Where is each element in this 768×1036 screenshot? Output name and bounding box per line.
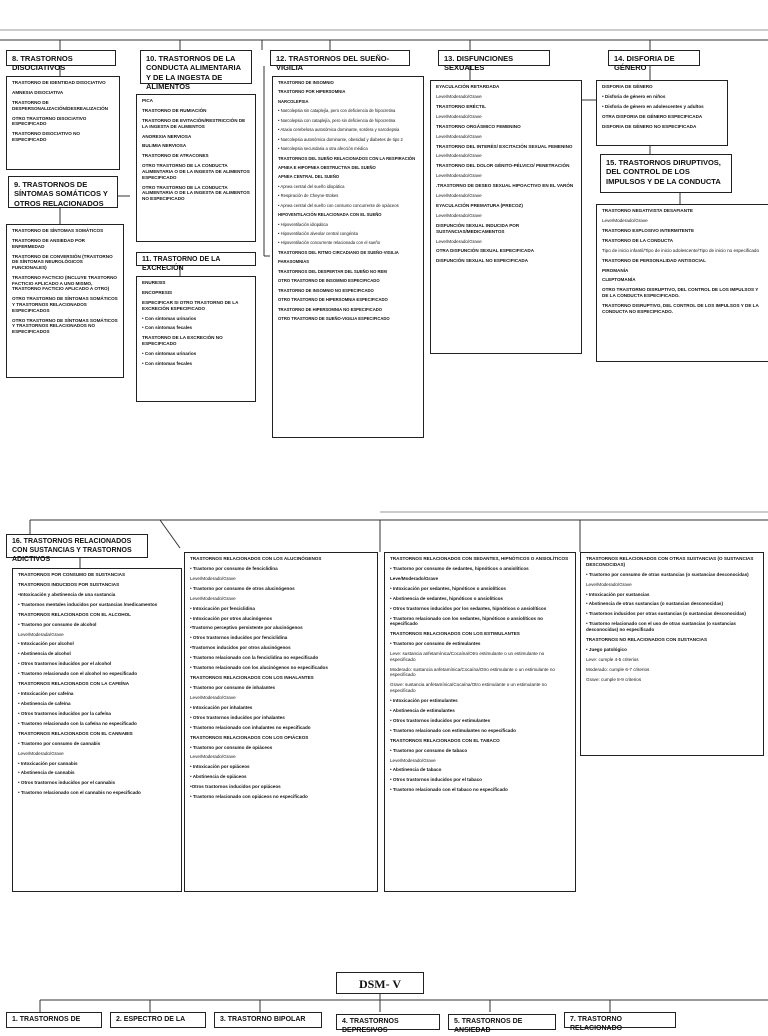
list-item: TRASTORNO DE INSOMNIO NO ESPECIFICADO	[278, 287, 374, 293]
list-item: APNEA E HIPOPNEA OBSTRUCTIVA DEL SUEÑO	[278, 164, 376, 170]
list-item: • Trastorno por consumo de inhalantes	[190, 684, 276, 690]
list-item: Grave: cumple 8-9 criterios	[586, 676, 642, 682]
list-item: • Trastornos inducidos por otras sustancias (o sustancias desconocidas)	[586, 611, 746, 617]
list-item: • Trastorno por consumo de fenciclidina	[190, 565, 278, 571]
list-item: DISFORIA DE GÉNERO NO ESPECIFICADA	[602, 123, 697, 129]
list-item: • Disforia de género en adolescentes y adultos	[602, 103, 704, 109]
list-item: • Trastorno relacionado con la fenciclidina no especificado	[190, 655, 319, 661]
list-item: TRASTORNO DE CONVERSIÓN (TRASTORNO DE SÍNTOMAS NEUROLÓGICOS FUNCIONALES)	[12, 253, 113, 271]
list-item: • Trastorno por consumo de opiáceos	[190, 744, 273, 750]
list-item: Leve/Moderado/Grave	[436, 173, 482, 179]
list-item: • Abstinencia de tabaco	[390, 767, 442, 773]
list-item: Leve/Moderado/Grave	[190, 595, 236, 601]
list-item: • Trastorno relacionado con el tabaco no especificado	[390, 787, 508, 793]
list-item: TRASTORNO DEL DOLOR GÉNITO-PÉLVICO/ PENETRACIÓN	[436, 163, 570, 169]
list-item: • Otros trastornos inducidos por estimulantes	[390, 717, 491, 723]
section-9-header[interactable]: 9. TRASTORNOS DE SÍNTOMAS SOMÁTICOS Y OTROS RELACIONADOS	[8, 176, 118, 208]
list-item: • Juego patológico	[586, 646, 627, 652]
list-item: CLEPTOMANÍA	[602, 277, 636, 283]
list-item: • Abstinencia de otras sustancias (o sustancias desconocidas)	[586, 601, 723, 607]
section-9-list	[6, 224, 124, 378]
list-item: • Trastorno relacionado con los alucinógenos no especificados	[190, 665, 328, 671]
section-7-header[interactable]: 7. TRASTORNO RELACIONADO	[564, 1012, 676, 1028]
list-item: • Abstinencia de opiáceos	[190, 774, 247, 780]
list-item: • Otros trastornos inducidos por los sedantes, hipnóticos o ansiolíticos	[390, 605, 547, 611]
list-item: • Intoxicación por sustancias	[586, 591, 650, 597]
list-item: • Intoxicación por alcohol	[18, 641, 74, 647]
list-item: TRASTORNO DE SÍNTOMAS SOMÁTICOS	[12, 228, 104, 233]
list-item: • Narcolepsia secundaria a otra afección médica	[278, 146, 368, 152]
list-item: OTRO TRASTORNO DISRUPTIVO, DEL CONTROL DE LOS IMPULSOS Y DE LA CONDUCTA ESPECIFICADO.	[602, 287, 759, 299]
section-8-header[interactable]: 8. TRASTORNOS DISOCIATIVOS	[6, 50, 116, 66]
list-item: BULIMIA NERVIOSA	[142, 143, 187, 149]
list-item: Leve/Moderado/Grave	[190, 575, 236, 581]
list-item: PICA	[142, 98, 153, 103]
list-item: TRASTORNOS RELACIONADOS CON SEDANTES, HIPNÓTICOS O ANSIOLÍTICOS	[390, 556, 569, 561]
list-item: • Intoxicación por opiáceos	[190, 764, 250, 770]
list-item: OTRA DISFUNCIÓN SEXUAL ESPECIFICADA	[436, 248, 535, 254]
list-item: •Trastorno perceptivo persistente por alucinógenos	[190, 625, 303, 631]
list-item: PARASOMNIAS	[278, 259, 310, 265]
section-13-list	[430, 80, 582, 354]
list-item: Grave: sustancia anfetamínica/Cocaína/Otro estimulante o un estimulante no especificado	[390, 682, 547, 694]
list-item: • Trastorno relacionado con los sedantes, hipnóticos o ansiolíticos no especificado	[390, 615, 543, 627]
list-item: TRASTORNO DE LA CONDUCTA	[602, 237, 674, 243]
list-item: OTRO TRASTORNO DE INSOMNIO ESPECIFICADO	[278, 278, 380, 284]
list-item: • Trastorno por consumo de otros alucinógenos	[190, 585, 295, 591]
list-item: TRASTORNOS RELACIONADOS CON LOS ESTIMULANTES	[390, 631, 520, 637]
list-item: ENCOPRESIS	[142, 289, 173, 295]
list-item: TRASTORNOS NO RELACIONADOS CON SUSTANCIAS	[586, 636, 708, 642]
list-item: PIROMANÍA	[602, 267, 629, 273]
list-item: TRASTORNO DE ANSIEDAD POR ENFERMEDAD	[12, 237, 85, 249]
section-11-header[interactable]: 11. TRASTORNO DE LA EXCRECIÓN	[136, 252, 256, 266]
list-item: Leve/Moderado/Grave	[190, 694, 236, 700]
section-16-col4	[580, 552, 764, 756]
list-item: Leve/Moderado/Grave	[436, 193, 482, 199]
list-item: DISFORIA DE GÉNERO	[602, 84, 653, 89]
list-item: OTRO TRASTORNO DE LA CONDUCTA ALIMENTARIA O DE LA INGESTA DE ALIMENTOS ESPECIFICADO	[142, 163, 250, 180]
list-item: • Otros trastornos inducidos por el cannabis	[18, 780, 116, 786]
list-item: Leve/Moderado/Grave	[602, 217, 648, 223]
list-item: • Intoxicación por cafeína	[18, 691, 74, 697]
list-item: • Trastorno por consumo de otras sustancias (o sustancias desconocidas)	[586, 571, 749, 577]
list-item: • Narcolepsia autosómica dominante, obesidad y diabetes de tipo 2	[278, 136, 403, 142]
list-item: Tipo de inicio infantil/Tipo de inicio adolescente/Tipo de inicio no especificado	[602, 247, 760, 253]
list-item: • Abstinencia de sedantes, hipnóticos o ansiolíticos	[390, 595, 503, 601]
list-item: • Abstinencia de cannabis	[18, 770, 75, 776]
list-item: TRASTORNO DE RUMIACIÓN	[142, 107, 207, 113]
list-item: Leve/Moderado/Grave	[190, 754, 236, 760]
list-item: • Abstinencia de cafeína	[18, 700, 71, 706]
list-item: TRASTORNOS DEL DESPERTAR DEL SUEÑO NO REM	[278, 268, 387, 274]
list-item: TRASTORNO DE ATRACONES	[142, 153, 209, 159]
list-item: .TRASTORNO DE DESEO SEXUAL HIPOACTIVO EN EL VARÓN	[436, 183, 574, 189]
list-item: OTRO TRASTORNO DE HIPERSOMNIA ESPECIFICADO	[278, 297, 388, 303]
section-10-header[interactable]: 10. TRASTORNOS DE LA CONDUCTA ALIMENTARIA Y DE LA INGESTA DE ALIMENTOS	[140, 50, 252, 84]
list-item: TRASTORNOS DEL RITMO CIRCADIANO DE SUEÑO-VIGILIA	[278, 249, 399, 255]
list-item: • Intoxicación por sedantes, hipnóticos o ansiolíticos	[390, 585, 506, 591]
list-item: Leve/Moderado/Grave	[390, 757, 436, 763]
list-item: • Hipoventilación alveolar central congénita	[278, 231, 358, 236]
list-item: TRASTORNOS RELACIONADOS CON EL ALCOHOL	[18, 611, 131, 617]
list-item: Leve: cumple 4-5 criterios	[586, 656, 639, 662]
list-item: TRASTORNO DE DESPERSONALIZACIÓN/DESREALIZACIÓN	[12, 99, 108, 111]
section-3-header[interactable]: 3. TRASTORNO BIPOLAR	[214, 1012, 322, 1028]
list-item: TRASTORNO DISOCIATIVO NO ESPECIFICADO	[12, 131, 80, 142]
list-item: • Otros trastornos inducidos por fenciclidina	[190, 635, 288, 641]
section-4-header[interactable]: 4. TRASTORNOS DEPRESIVOS	[336, 1014, 440, 1030]
list-item: TRASTORNO DEL INTERÉS/ EXCITACIÓN SEXUAL FEMENINO	[436, 143, 573, 149]
list-item: Leve/Moderado/Grave	[390, 575, 438, 581]
root-title[interactable]: DSM- V	[336, 972, 424, 994]
list-item: ANOREXIA NERVIOSA	[142, 133, 192, 139]
list-item: • Con síntomas urinarios	[142, 315, 197, 321]
list-item: • Con síntomas fecales	[142, 360, 193, 366]
list-item: TRASTORNOS RELACIONADOS CON EL TABACO	[390, 737, 500, 743]
list-item: TRASTORNO FACTICIO (INCLUYE TRASTORNO FACTICIO APLICADO A UNO MISMO, TRASTORNO FACTICIO APLICADO A OTRO)	[12, 274, 117, 292]
list-item: TRASTORNO DE IDENTIDAD DISOCIATIVO	[12, 80, 106, 85]
list-item: OTRO TRASTORNO DE LA CONDUCTA ALIMENTARIA O DE LA INGESTA DE ALIMENTOS NO ESPECIFICADO	[142, 184, 250, 202]
section-16-col3	[384, 552, 576, 892]
list-item: EYACULACIÓN PREMATURA (PRECOZ)	[436, 203, 523, 209]
list-item: ESPECIFICAR SI OTRO TRASTORNO DE LA EXCRECIÓN ESPECIFICADO	[142, 299, 239, 311]
list-item: TRASTORNO NEGATIVISTA DESAFIANTE	[602, 208, 693, 213]
list-item: TRASTORNO DE LA EXCRECIÓN NO ESPECIFICADO	[142, 335, 223, 347]
list-item: • Ataxia cerebelosa autosómica dominante, sordera y narcolepsia	[278, 127, 400, 133]
list-item: • Con síntomas urinarios	[142, 351, 197, 356]
list-item: Moderado: sustancia anfetamínica/Cocaína/Otro estimulante o un estimulante no especificado	[390, 666, 555, 678]
list-item: • Intoxicación por inhalantes	[190, 704, 253, 710]
list-item: TRASTORNO DE EVITACIÓN/RESTRICCIÓN DE LA INGESTA DE ALIMENTOS	[142, 117, 246, 129]
list-item: TRASTORNO POR HIPERSOMNIA	[278, 89, 346, 95]
list-item: OTRO TRASTORNO DE SUEÑO-VIGILIA ESPECIFICADO	[278, 315, 390, 321]
list-item: Moderado: cumple 6-7 criterios	[586, 666, 650, 672]
list-item: • Trastorno relacionado con opiáceos no especificado	[190, 794, 308, 800]
list-item: • Intoxicación por otros alucinógenos	[190, 615, 273, 621]
list-item: • Trastorno por consumo de sedantes, hipnóticos o ansiolíticos	[390, 565, 529, 571]
list-item: Leve/Moderado/Grave	[436, 238, 482, 244]
list-item: TRASTORNOS RELACIONADOS CON LOS OPIÁCEOS	[190, 734, 309, 740]
list-item: Leve/Moderado/Grave	[436, 93, 482, 99]
list-item: Leve/Moderado/Grave	[18, 750, 64, 756]
list-item: Leve/Moderado/Grave	[436, 133, 482, 139]
list-item: • Con síntomas fecales	[142, 325, 193, 331]
list-item: DISFUNCIÓN SEXUAL NO ESPECIFICADA	[436, 258, 529, 264]
list-item: • Apnea central del sueño idiopática	[278, 183, 345, 189]
list-item: • Trastorno por consumo de estimulantes	[390, 641, 481, 647]
list-item: TRASTORNO DISRUPTIVO, DEL CONTROL DE LOS IMPULSOS Y DE LA CONDUCTA NO ESPECIFICADO.	[602, 303, 759, 314]
list-item: • Trastorno relacionado con el alcohol no especificado	[18, 671, 138, 677]
list-item: TRASTORNOS DEL SUEÑO RELACIONADOS CON LA RESPIRACIÓN	[278, 155, 416, 161]
list-item: • Trastornos mentales inducidos por sustancias /medicamentos	[18, 601, 158, 607]
list-item: TRASTORNO DE HIPERSOMNIA NO ESPECIFICADO	[278, 306, 382, 312]
list-item: • Respiración de Cheyne-Stokes	[278, 193, 339, 199]
section-16-col1	[12, 568, 182, 892]
list-item: • Intoxicación por estimulantes	[390, 698, 458, 703]
section-15-list	[596, 204, 768, 362]
list-item: • Narcolepsia sin cataplejía, pero con deficiencia de hipocretina	[278, 108, 396, 114]
list-item: TRASTORNO ORGÁSMICO FEMENINO	[436, 123, 521, 129]
list-item: Leve: sustancia anfetamínica/Cocaína/Otro estimulante o un estimulante no especificado	[390, 651, 545, 662]
list-item: •Intoxicación y abstinencia de una sustancia	[18, 591, 116, 597]
list-item: OTRO TRASTORNO DE SÍNTOMAS SOMÁTICOS Y TRASTORNOS RELACIONADOS NO ESPECIFICADOS	[12, 317, 118, 335]
list-item: APNEA CENTRAL DEL SUEÑO	[278, 174, 340, 180]
list-item: HIPOVENTILACIÓN RELACIONADA CON EL SUEÑO	[278, 212, 382, 218]
section-8-list	[6, 76, 120, 170]
list-item: TRASTORNOS RELACIONADOS CON OTRAS SUSTANCIAS (O SUSTANCIAS DESCONOCIDAS)	[586, 556, 754, 567]
list-item: AMNESIA DISOCIATIVA	[12, 89, 64, 95]
section-2-header[interactable]: 2. ESPECTRO DE LA	[110, 1012, 206, 1028]
list-item: ENURESIS	[142, 280, 166, 285]
list-item: Leve/Moderado/Grave	[436, 153, 482, 159]
list-item: • Trastorno relacionado con el uso de otras sustancias (o sustancias desconocidas) no especificado	[586, 621, 736, 632]
list-item: • Trastorno relacionado con estimulantes no especificado	[390, 727, 516, 733]
list-item: • Abstinencia de estimulantes	[390, 707, 455, 713]
list-item: TRASTORNO DE PERSONALIDAD ANTISOCIAL	[602, 257, 706, 263]
list-item: TRASTORNOS POR CONSUMO DE SUSTANCIAS	[18, 572, 126, 577]
list-item: Leve/Moderado/Grave	[436, 113, 482, 119]
list-item: • Intoxicación por fenciclidina	[190, 605, 255, 611]
list-item: • Hipoventilación idiopática	[278, 221, 328, 227]
list-item: DISFUNCIÓN SEXUAL INDUCIDA POR SUSTANCIAS/MEDICAMENTOS	[436, 222, 520, 234]
list-item: • Trastorno por consumo de cannabis	[18, 740, 101, 746]
list-item: TRASTORNO EXPLOSIVO INTERMITENTE	[602, 227, 695, 233]
section-12-header[interactable]: 12. TRASTORNOS DEL SUEÑO-VIGILIA	[270, 50, 410, 66]
section-14-header[interactable]: 14. DISFORIA DE GÉNERO	[608, 50, 700, 66]
list-item: •Otros trastornos inducidos por opiáceos	[190, 784, 281, 790]
list-item: TRASTORNOS INDUCIDOS POR SUSTANCIAS	[18, 581, 120, 587]
list-item: EYACULACIÓN RETARDADA	[436, 84, 500, 89]
list-item: • Trastorno relacionado con inhalantes no especificado	[190, 724, 311, 730]
list-item: OTRO TRASTORNO DISOCIATIVO ESPECIFICADO	[12, 115, 87, 127]
list-item: • Trastorno relacionado con la cafeína no especificado	[18, 720, 137, 726]
section-13-header[interactable]: 13. DISFUNCIONES SEXUALES	[438, 50, 550, 66]
section-12-list	[272, 76, 424, 438]
section-15-header[interactable]: 15. TRASTORNOS DIRUPTIVOS, DEL CONTROL DE LOS IMPULSOS Y DE LA CONDUCTA	[600, 154, 732, 193]
list-item: •Trastornos inducidos por otros alucinógenos	[190, 645, 291, 651]
section-10-list	[136, 94, 256, 242]
section-1-header[interactable]: 1. TRASTORNOS DE	[6, 1012, 102, 1028]
list-item: TRASTORNOS RELACIONADOS CON EL CANNABIS	[18, 730, 133, 736]
list-item: NARCOLEPSIA	[278, 98, 309, 104]
list-item: OTRA DISFORIA DE GÉNERO ESPECIFICADA	[602, 113, 703, 119]
section-14-list	[596, 80, 728, 146]
list-item: • Intoxicación por cannabis	[18, 760, 78, 766]
list-item: TRASTORNOS RELACIONADOS CON LA CAFEÍNA	[18, 681, 130, 687]
list-item: TRASTORNO DE INSOMNIO	[278, 80, 334, 85]
list-item: TRASTORNOS RELACIONADOS CON LOS ALUCINÓGENOS	[190, 556, 322, 561]
list-item: • Hipoventilación concurrente relacionada con el sueño	[278, 240, 381, 246]
list-item: TRASTORNOS RELACIONADOS CON LOS INHALANTES	[190, 675, 314, 681]
list-item: • Trastorno relacionado con el cannabis no especificado	[18, 790, 141, 796]
list-item: • Otros trastornos inducidos por la cafeína	[18, 710, 111, 716]
list-item: • Trastorno por consumo de alcohol	[18, 621, 97, 627]
section-16-col2	[184, 552, 378, 892]
list-item: • Otros trastornos inducidos por inhalantes	[190, 714, 285, 720]
list-item: Leve/Moderada/Grave	[18, 631, 64, 637]
section-11-list	[136, 276, 256, 402]
list-item: Leve/Moderado/Grave	[586, 581, 632, 587]
list-item: • Apnea central del sueño con consumo concurrente de opiáceos	[278, 202, 399, 208]
list-item: • Otros trastornos inducidos por el alcohol	[18, 661, 112, 667]
list-item: • Narcolepsia con cataplejía, pero sin deficiencia de hipocretina	[278, 117, 396, 123]
list-item: OTRO TRASTORNO DE SÍNTOMAS SOMÁTICOS Y TRASTORNOS RELACIONADOS ESPECIFICADOS	[12, 296, 118, 313]
list-item: TRASTORNO ERÉCTIL	[436, 103, 486, 109]
list-item: • Otros trastornos inducidos por el tabaco	[390, 777, 482, 783]
list-item: • Trastorno por consumo de tabaco	[390, 747, 468, 753]
list-item: • Disforia de género en niños	[602, 93, 666, 99]
section-5-header[interactable]: 5. TRASTORNOS DE ANSIEDAD	[448, 1014, 556, 1030]
section-16-header[interactable]: 16. TRASTORNOS RELACIONADOS CON SUSTANCIAS Y TRASTORNOS ADICTIVOS	[6, 534, 148, 558]
list-item: Leve/Moderado/Grave	[436, 212, 482, 218]
list-item: • Abstinencia de alcohol	[18, 651, 71, 657]
